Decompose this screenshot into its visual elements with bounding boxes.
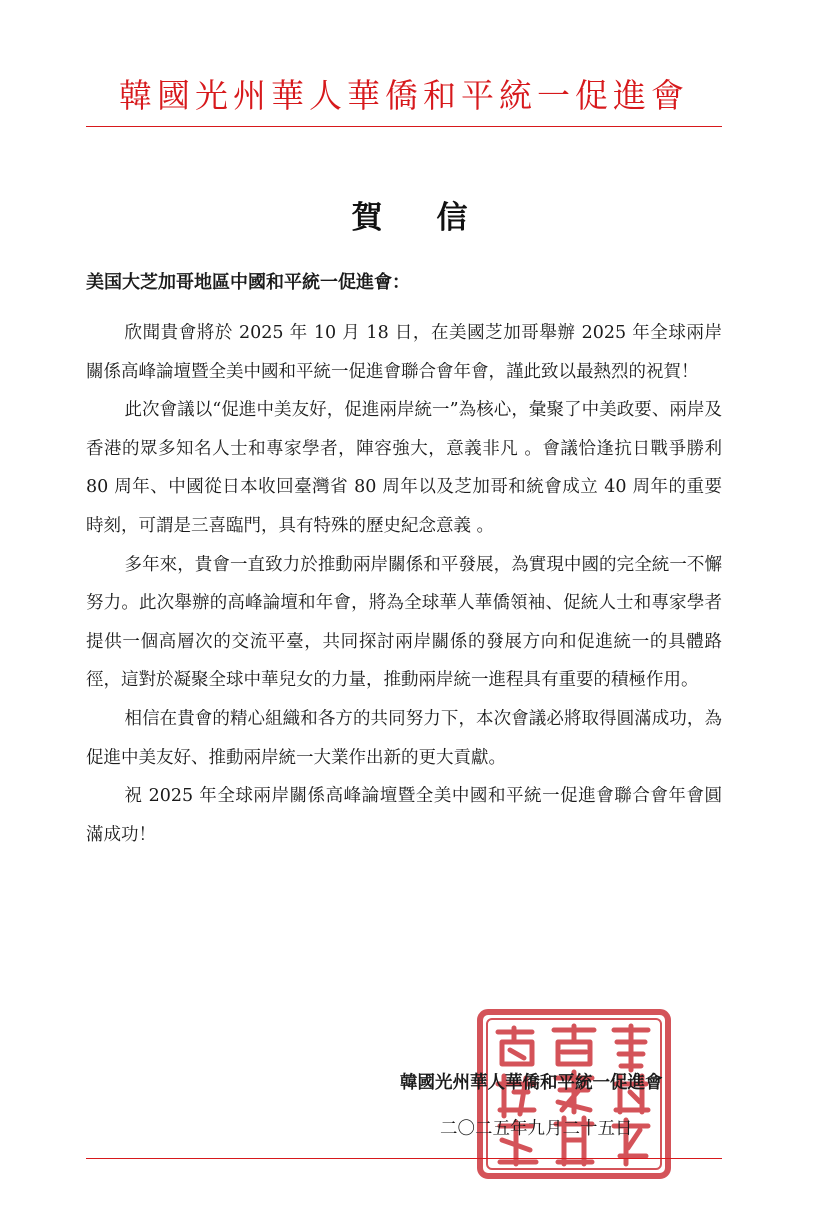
letterhead-divider <box>86 126 722 127</box>
document-title: 賀信 <box>351 200 522 236</box>
paragraph: 相信在貴會的精心組織和各方的共同努力下，本次會議必將取得圓滿成功，為促進中美友好、推動兩岸統一大業作出新的更大貢獻。 <box>86 708 722 768</box>
paragraph: 祝 2025 年全球兩岸關係高峰論壇暨全美中國和平統一促進會聯合會年會圓滿成功！ <box>86 786 722 845</box>
paragraph: 多年來，貴會一直致力於推動兩岸關係和平發展，為實現中國的完全統一不懈努力。此次舉辦的高峰論壇和年會，將為全球華人華僑領袖、促統人士和專家學者提供一個高層次的交流平臺，共同探討兩岸關係的發展方向和促進統一的具體路徑，這對於凝聚全球中華兒女的力量，推動兩岸統一進程具有重要的積極作用。 <box>86 554 722 691</box>
footer-divider <box>86 1158 722 1159</box>
signing-date: 二〇二五年九月二十五日 <box>440 1119 633 1139</box>
salutation: 美国大芝加哥地區中國和平統一促進會： <box>86 272 410 293</box>
letter-body <box>86 314 722 854</box>
letterhead-title: 韓國光州華人華僑和平統一促進會 <box>119 76 689 115</box>
paragraph: 此次會議以“促進中美友好，促進兩岸統一”為核心，彙聚了中美政要、兩岸及香港的眾多知名人士和專家學者，陣容強大，意義非凡 。會議恰逢抗日戰爭勝利 80 周年、中國從日本收回臺灣省 80 周年以及芝加哥和統會成立 40 周年的重要時刻，可謂是三喜臨門，具有特殊的歷史紀念意義 。 <box>86 400 722 536</box>
paragraph: 欣聞貴會將於 2025 年 10 月 18 日，在美國芝加哥舉辦 2025 年全球兩岸關係高峰論壇暨全美中國和平統一促進會聯合會年會，謹此致以最熱烈的祝賀！ <box>86 323 722 382</box>
signer-organization: 韓國光州華人華僑和平統一促進會 <box>400 1073 663 1093</box>
